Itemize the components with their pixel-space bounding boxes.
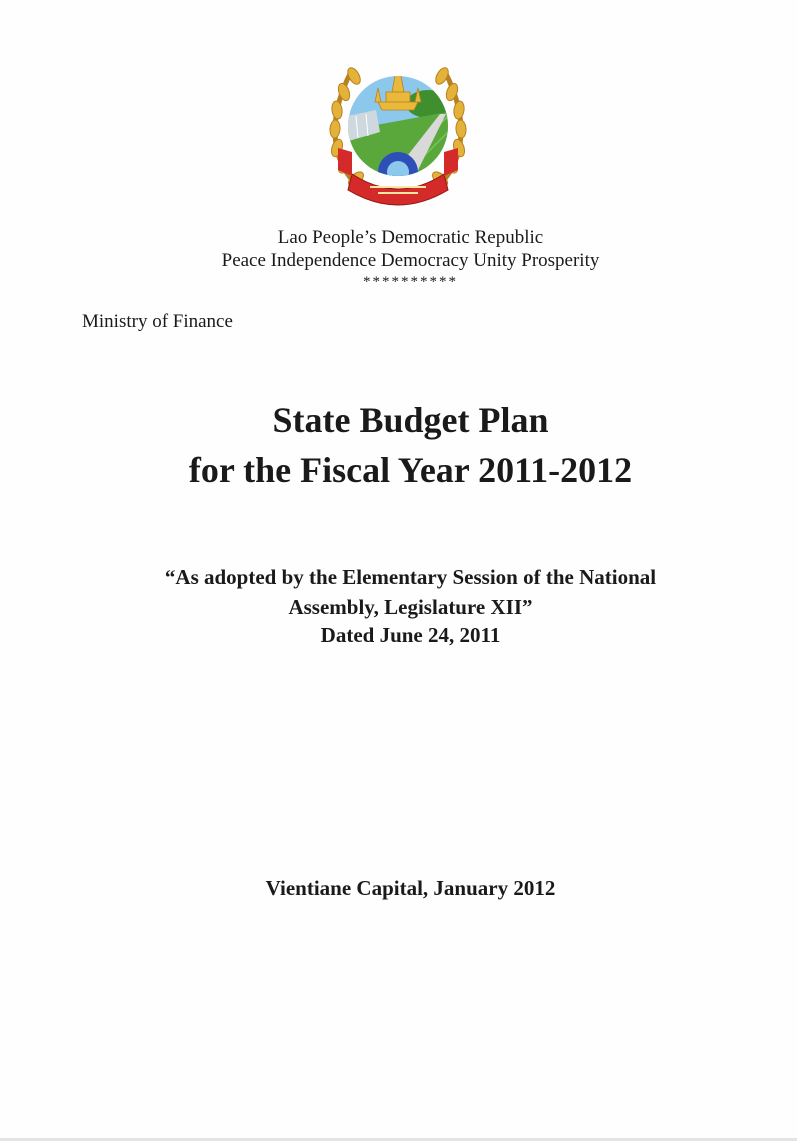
adoption-note-line2: Assembly, Legislature XII” <box>288 595 533 619</box>
star-separator: ********** <box>363 274 458 290</box>
country-name: Lao People’s Democratic Republic <box>277 227 544 248</box>
document-title-line1: State Budget Plan <box>272 400 549 440</box>
lao-national-emblem-icon <box>318 52 478 212</box>
adoption-note-line1: “As adopted by the Elementary Session of the National <box>164 565 657 589</box>
place-and-date: Vientiane Capital, January 2012 <box>265 876 556 900</box>
ministry-name: Ministry of Finance <box>82 311 233 332</box>
national-motto: Peace Independence Democracy Unity Prosperity <box>221 250 600 271</box>
adoption-date: Dated June 24, 2011 <box>320 623 501 647</box>
document-title-line2: for the Fiscal Year 2011-2012 <box>188 450 633 490</box>
